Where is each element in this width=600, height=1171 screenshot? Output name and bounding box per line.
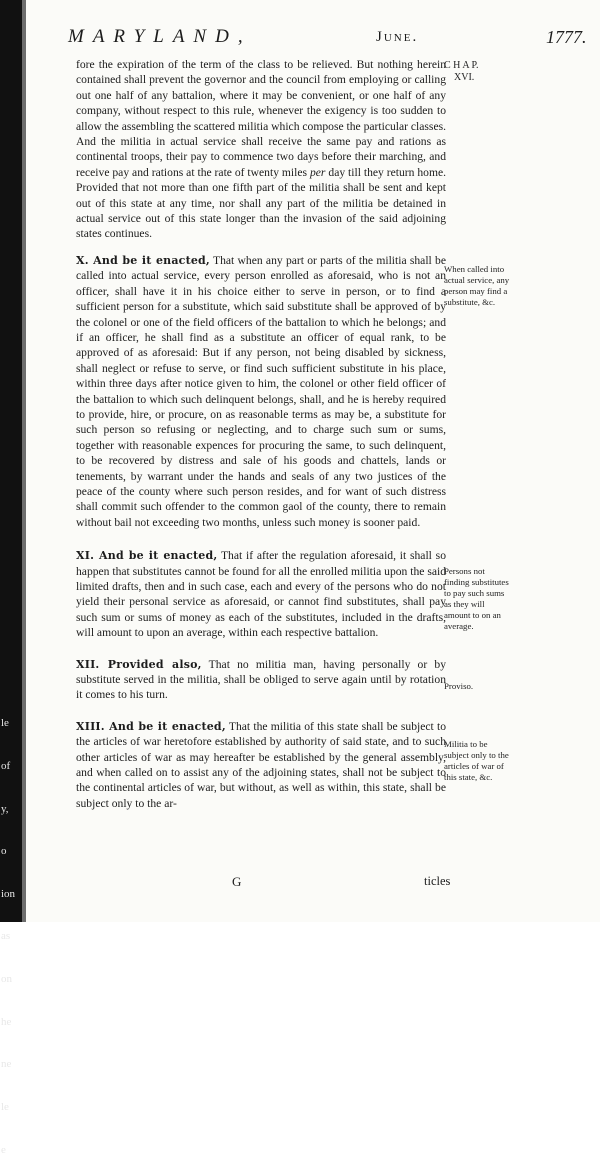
chapter-label: C H A P. XVI. (444, 60, 479, 83)
header-month: June. (376, 29, 419, 45)
section-heading: X. And be it enacted, (76, 253, 210, 267)
signature-mark: G (232, 874, 242, 889)
body-text (76, 57, 446, 822)
gutter-fragment: ion (1, 887, 16, 900)
section-12 (76, 657, 446, 703)
gutter-fragment: le (1, 1100, 9, 1113)
header-year: 1777. (546, 27, 587, 47)
section-heading: XI. And be it enacted, (76, 549, 218, 563)
catchword: ticles (424, 874, 451, 888)
gutter-fragment: as (1, 930, 11, 943)
gutter-fragment: e (1, 1143, 6, 1156)
margin-note-proviso: Proviso. (444, 681, 474, 691)
section-heading: XIII. And be it enacted, (76, 719, 226, 733)
gutter-fragment: he (1, 1015, 12, 1028)
margin-note-articles-of-war: Militia to be subject only to the articles of war of this state, &c. (444, 739, 509, 782)
margin-note-average: Persons not finding substitutes to pay such sums as they will amount to on an average. (444, 566, 509, 631)
section-13 (76, 719, 446, 811)
section-text: That no militia man, having personally or by substitute served in the militia, shall be obliged to serve again until by rotation it comes to his turn. (76, 657, 446, 702)
gutter-fragment: le (1, 717, 9, 730)
gutter-fragment: y, (1, 802, 9, 815)
section-text: That when any part or parts of the militia shall be called into actual service, every person enrolled as aforesaid, who is not an officer, shall have it in his choice either to serve in person, or to find a sufficient person for a substitute, which said substitute shall be approved of by the colonel or one of the field officers of the battalion to which he belongs; and if an officer, he shall find as a substitute an officer of equal rank, to be approved of as aforesaid: But if any person, not being disabled by sickness, shall neglect or refuse to serve, or find such sufficient substitute in his place, within three days after notice given to him, the colonel or other field officer of the battalion to which such delinquent belongs, shall, and he is hereby required to provide, hire, or procure, on as reasonable terms as may be, a substitute for such person so refusing or neglecting, and to charge such sum or sums, together with reasonable expences for procuring the same, to such delinquent, to be recovered by distress and sale of his goods and chattels, lands or tenements, by warrant under the hands and seals of any two justices of the peace of the county where such person resides, and for want of such distress shall commit such offender to the common gaol of the county, there to remain without bail not exceeding two months, unless such money is sooner paid. (76, 253, 446, 529)
gutter-fragment: ne (1, 1058, 12, 1071)
section-text: That if after the regulation aforesaid, it shall so happen that substitutes cannot be found for all the enrolled militia upon the said limited drafts, then and in such case, each and every of the persons who do not yield their personal service as aforesaid, or cannot find substitutes, shall pay such sum or sums of money as each of the substitutes, included in the drafts, will amount to upon an average, within each respective battalion. (76, 549, 446, 640)
document-page (26, 0, 600, 922)
gutter-fragment: o (1, 845, 7, 858)
margin-note-substitute: When called into actual service, any person may find a substitute, &c. (444, 264, 510, 307)
section-heading: XII. Provided also, (76, 657, 202, 671)
gutter-fragment: on (1, 973, 12, 986)
facing-page-fragments (1, 688, 21, 1171)
header-title: MARYLAND, (68, 26, 252, 47)
paragraph-continuation: fore the expiration of the term of the class to be relieved. But nothing herein contained shall prevent the governor and the council from employing or calling out one half of any battalion, where it may be convenient, or one half of any company, without respect to this rule, whenever the exigency is too sudden to allow the assembling the scattered militia which compose the particular classes. And the militia in actual service shall receive the same pay and rations as continental troops, their pay to commence two days before their marching, and receive pay and rations at the rate of twenty miles per day till they return home. Provided that not more than one fifth part of the militia shall be sent and kept out of this state at any time, nor shall any part of the militia be detained in actual service out of this state longer than the invasion of the said adjoining states continues. (76, 58, 447, 241)
section-11 (76, 548, 446, 640)
gutter-fragment: of (1, 760, 11, 773)
section-10 (76, 253, 446, 530)
section-text: That the militia of this state shall be subject to the articles of war heretofore established by authority of said state, and to such other articles of war as may hereafter be established by the general assembly, and when called on to assist any of the adjoining states, shall not be subject to the continental articles of war, but without, as well as within, this state, shall be subject only to the ar- (76, 719, 447, 810)
running-header (26, 26, 600, 52)
